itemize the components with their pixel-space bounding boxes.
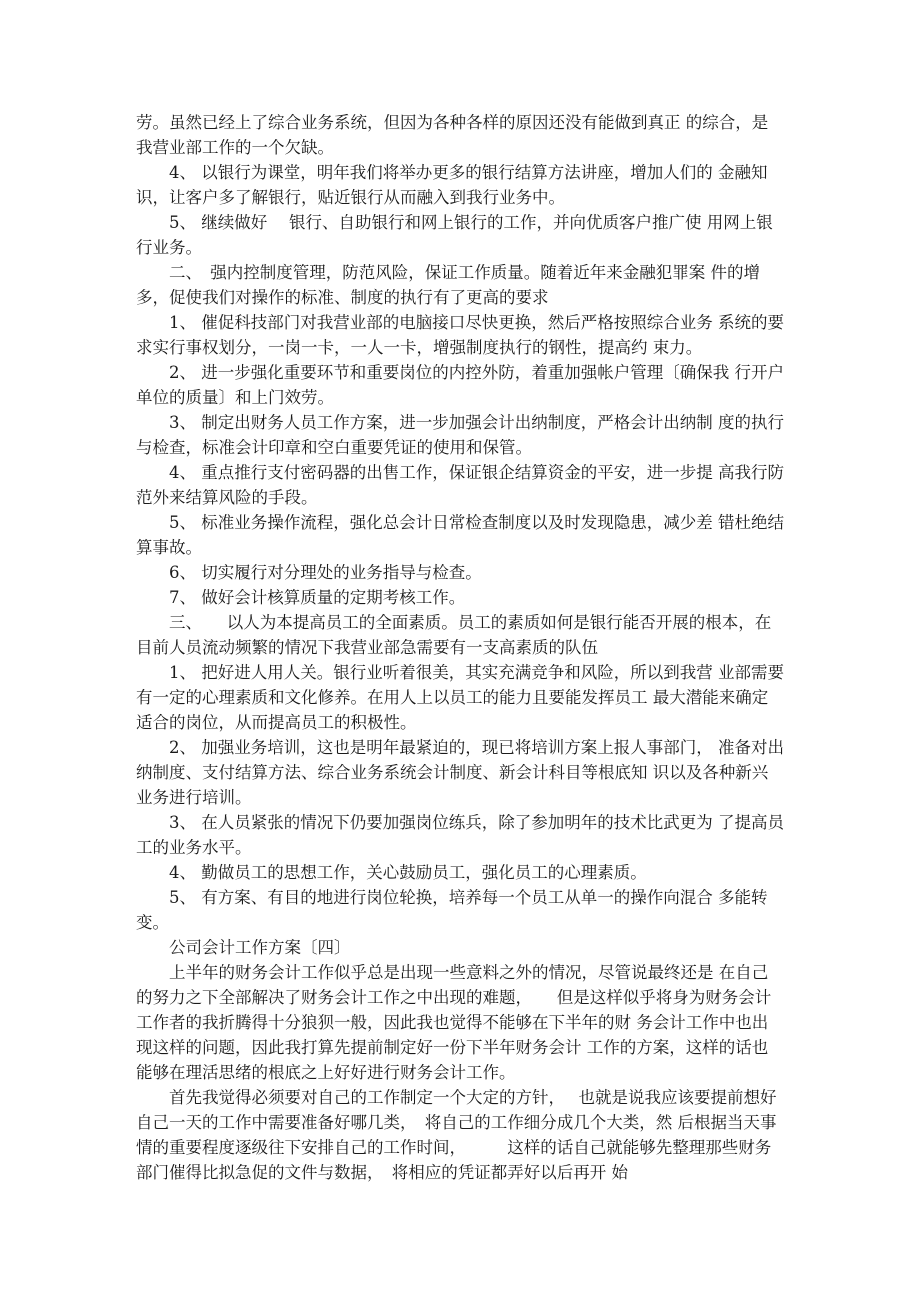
paragraph: 5、 继续做好 银行、自助银行和网上银行的工作，并向优质客户推广使 用网上银行业务。: [136, 213, 773, 257]
paragraph: 2、 进一步强化重要环节和重要岗位的内控外防，着重加强帐户管理〔确保我 行开户单位的质量〕和上门效劳。: [136, 363, 784, 407]
paragraph: 2、 加强业务培训，这也是明年最紧迫的，现已将培训方案上报人事部门， 准备对出纳制度、支付结算方法、综合业务系统会计制度、新会计科目等根底知 识以及各种新兴业务进行培训。: [136, 738, 784, 807]
paragraph: 3、 制定出财务人员工作方案，进一步加强会计出纳制度，严格会计出纳制 度的执行与检查，标准会计印章和空白重要凭证的使用和保管。: [136, 413, 784, 457]
paragraph: 6、 切实履行对分理处的业务指导与检查。: [169, 563, 482, 582]
paragraph: 4、 以银行为课堂，明年我们将举办更多的银行结算方法讲座，增加人们的 金融知识，让客户多了解银行，贴近银行从而融入到我行业务中。: [136, 163, 768, 207]
document-body: [136, 110, 784, 1185]
paragraph: 劳。虽然已经上了综合业务系统，但因为各种各样的原因还没有能做到真正 的综合，是我营业部工作的一个欠缺。: [136, 113, 769, 157]
paragraph: 1、 把好进人用人关。银行业听着很美，其实充满竞争和风险，所以到我营 业部需要有一定的心理素质和文化修养。在用人上以员工的能力且要能发挥员工 最大潜能来确定适合的岗位，从而提高员工的积极性。: [136, 663, 784, 732]
document-subtitle: 公司会计工作方案〔四〕: [169, 938, 351, 957]
paragraph: 5、 标准业务操作流程，强化总会计日常检查制度以及时发现隐患，减少差 错杜绝结算事故。: [136, 513, 784, 557]
paragraph: 7、 做好会计核算质量的定期考核工作。: [169, 588, 466, 607]
paragraph: 4、 重点推行支付密码器的出售工作，保证银企结算资金的平安，进一步提 高我行防范外来结算风险的手段。: [136, 463, 784, 507]
paragraph: 3、 在人员紧张的情况下仍要加强岗位练兵，除了参加明年的技术比武更为 了提高员工的业务水平。: [136, 813, 784, 857]
paragraph: 首先我觉得必须要对自己的工作制定一个大定的方针， 也就是说我应该要提前想好自己一天的工作中需要准备好哪几类， 将自己的工作细分成几个大类，然 后根据当天事情的重要程度逐级往下安排自己的工作时间， 这样的话自己就能够先整理那些财务部门催得比拟急促的文件与数据， 将相应的凭证都弄好以后再开 始: [136, 1088, 777, 1182]
paragraph: 5、 有方案、有目的地进行岗位轮换，培养每一个员工从单一的操作向混合 多能转变。: [136, 888, 768, 932]
paragraph: 1、 催促科技部门对我营业部的电脑接口尽快更换，然后严格按照综合业务 系统的要求实行事权划分，一岗一卡，一人一卡，增强制度执行的钢性，提高约 束力。: [136, 313, 784, 357]
paragraph: 上半年的财务会计工作似乎总是出现一些意料之外的情况，尽管说最终还是 在自己的努力之下全部解决了财务会计工作之中出现的难题， 但是这样似乎将身为财务会计工作者的我折腾得十分狼狈一般，因此我也觉得不能够在下半年的财 务会计工作中也出现这样的问题，因此我打算先提前制定好一份下半年财务会计 工作的方案，这样的话也能够在理活思绪的根底之上好好进行财务会计工作。: [136, 963, 772, 1082]
paragraph: 4、 勤做员工的思想工作，关心鼓励员工，强化员工的心理素质。: [169, 863, 647, 882]
section-heading: 二、 强内控制度管理，防范风险，保证工作质量。随着近年来金融犯罪案 件的增多，促使我们对操作的标准、制度的执行有了更高的要求: [136, 263, 760, 307]
section-heading: 三、 以人为本提高员工的全面素质。员工的素质如何是银行能否开展的根本，在目前人员流动频繁的情况下我营业部急需要有一支高素质的队伍: [136, 613, 772, 657]
